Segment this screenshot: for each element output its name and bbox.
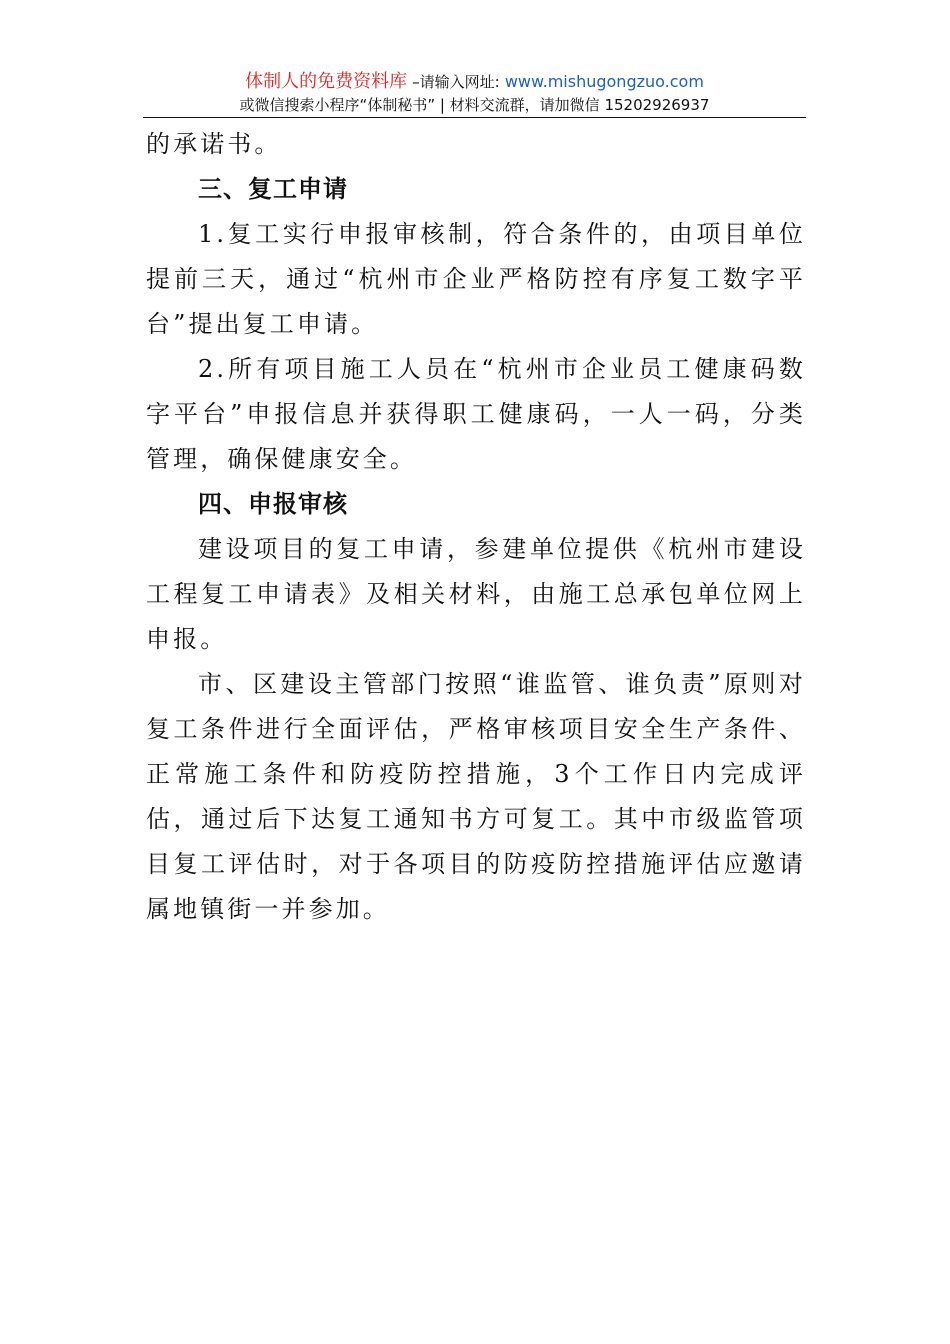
page-header [143,70,806,116]
paragraph-3: 建设项目的复工申请，参建单位提供《杭州市建设工程复工申请表》及相关材料，由施工总承包单位网上申报。 [146,535,806,653]
paragraph-continued: 的承诺书。 [146,130,282,158]
header-url-link[interactable]: www.mishugongzuo.com [504,72,704,91]
header-line-1 [143,70,806,94]
paragraph-1: 1.复工实行申报审核制，符合条件的，由项目单位提前三天，通过“杭州市企业严格防控有序复工数字平台”提出复工申请。 [146,220,806,338]
header-brand: 体制人的免费资料库 [245,71,408,92]
header-prompt: –请输入网址: [412,73,500,91]
paragraph-4: 市、区建设主管部门按照“谁监管、谁负责”原则对复工条件进行全面评估，严格审核项目安全生产条件、正常施工条件和防疫防控措施，3个工作日内完成评估，通过后下达复工通知书方可复工。其中市级监管项目复工评估时，对于各项目的防疫防控措施评估应邀请属地镇街一并参加。 [146,670,806,923]
header-line-2: 或微信搜索小程序“体制秘书” | 材料交流群，请加微信 15202926937 [239,96,710,114]
section-heading-4: 四、申报审核 [198,490,348,518]
header-divider [143,117,806,118]
paragraph-2: 2.所有项目施工人员在“杭州市企业员工健康码数字平台”申报信息并获得职工健康码，一人一码，分类管理，确保健康安全。 [146,355,806,473]
section-heading-3: 三、复工申请 [198,175,348,203]
document-body [146,122,806,932]
